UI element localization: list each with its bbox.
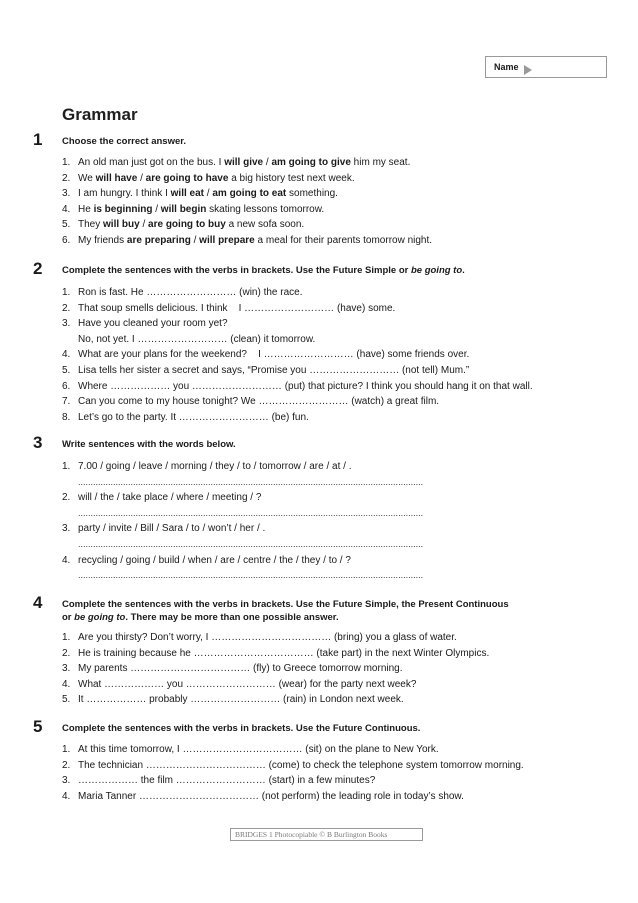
item-number: 2. — [62, 302, 71, 314]
item-number: 5. — [62, 364, 71, 376]
item-number: 5. — [62, 694, 71, 706]
item-text: recycling / going / build / when / are / centre / the / they / to / ? — [78, 554, 351, 566]
list-item — [62, 301, 582, 317]
section-instruction: Complete the sentences with the verbs in brackets. Use the Future Continuous. — [62, 723, 421, 734]
name-field[interactable] — [485, 56, 607, 78]
list-item — [62, 758, 582, 774]
answer-dots: .......................................................................................................................................... — [78, 476, 424, 487]
list-item — [62, 490, 582, 506]
list-item — [62, 630, 582, 646]
item-number: 7. — [62, 396, 71, 408]
list-item — [62, 171, 582, 187]
item-number — [62, 568, 78, 584]
list-item — [62, 742, 582, 758]
item-text: That soup smells delicious. I think I ……………………… (have) some. — [78, 302, 396, 314]
item-text: party / invite / Bill / Sara / to / won’t / her / . — [78, 523, 266, 535]
item-number: 6. — [62, 380, 71, 392]
exercise-list — [62, 459, 582, 584]
list-item — [62, 646, 582, 662]
list-item — [62, 285, 582, 301]
item-number — [62, 506, 78, 522]
item-number: 1. — [62, 157, 71, 168]
section-number: 5 — [33, 717, 43, 736]
item-number: 1. — [62, 632, 71, 643]
list-item — [62, 379, 582, 395]
exercise-list — [62, 285, 582, 425]
list-item — [62, 316, 582, 332]
list-item — [62, 347, 582, 363]
item-text: My friends are preparing / will prepare a meal for their parents tomorrow night. — [78, 234, 433, 246]
item-number: 2. — [62, 759, 71, 771]
list-item — [62, 410, 582, 426]
item-number: 4. — [62, 349, 71, 361]
section-number: 4 — [33, 593, 43, 612]
section-instruction: Write sentences with the words below. — [62, 439, 236, 450]
item-text: 7.00 / going / leave / morning / they / to / tomorrow / are / at / . — [78, 461, 352, 472]
item-number: 1. — [62, 461, 71, 472]
item-text: He is beginning / will begin skating lessons tomorrow. — [78, 203, 325, 215]
list-item — [62, 553, 582, 569]
item-number — [62, 332, 78, 348]
item-number: 2. — [62, 492, 71, 504]
answer-line[interactable] — [62, 568, 582, 584]
section-instruction: Complete the sentences with the verbs in brackets. Use the Future Simple or be going to. — [62, 265, 465, 276]
item-text: Are you thirsty? Don’t worry, I ……………………………… (bring) you a glass of water. — [78, 632, 457, 643]
item-text: They will buy / are going to buy a new sofa soon. — [78, 219, 305, 231]
item-text: An old man just got on the bus. I will give / am going to give him my seat. — [78, 157, 411, 168]
item-text: Let’s go to the party. It ……………………… (be) fun. — [78, 411, 309, 423]
arrow-right-icon — [524, 65, 532, 75]
item-number: 1. — [62, 287, 71, 298]
list-item — [62, 789, 582, 805]
list-item — [62, 202, 582, 218]
item-number: 2. — [62, 647, 71, 659]
list-item — [62, 459, 582, 475]
item-text: Can you come to my house tonight? We ……………………… (watch) a great film. — [78, 396, 440, 408]
section-number: 3 — [33, 433, 43, 452]
item-number: 4. — [62, 790, 71, 802]
item-number: 5. — [62, 219, 71, 231]
answer-line[interactable] — [62, 506, 582, 522]
item-number: 6. — [62, 234, 71, 246]
item-text: We will have / are going to have a big history test next week. — [78, 172, 355, 184]
list-item — [62, 661, 582, 677]
item-number: 3. — [62, 188, 71, 200]
item-text: Where ……………… you ……………………… (put) that picture? I think you should hang it on that wall. — [78, 380, 533, 392]
page-title: Grammar — [62, 105, 138, 124]
item-number — [62, 537, 78, 553]
list-item — [62, 155, 582, 171]
list-item — [62, 332, 582, 348]
list-item — [62, 363, 582, 379]
list-item — [62, 217, 582, 233]
item-number: 3. — [62, 523, 71, 535]
name-label: Name — [494, 62, 519, 72]
list-item — [62, 521, 582, 537]
item-number: 1. — [62, 744, 71, 755]
answer-dots: .......................................................................................................................................... — [78, 507, 424, 518]
item-text: ……………… the film ……………………… (start) in a few minutes? — [78, 775, 376, 787]
item-text: He is training because he ……………………………… (take part) in the next Winter Olympics. — [78, 647, 490, 659]
item-text: What ……………… you ……………………… (wear) for the party next week? — [78, 678, 417, 690]
answer-line[interactable] — [62, 475, 582, 491]
exercise-list — [62, 630, 582, 708]
list-item — [62, 186, 582, 202]
item-number: 3. — [62, 663, 71, 675]
item-number: 8. — [62, 411, 71, 423]
item-text: It ……………… probably ……………………… (rain) in London next week. — [78, 694, 404, 706]
item-number — [62, 475, 78, 491]
item-number: 4. — [62, 554, 71, 566]
item-text: At this time tomorrow, I ……………………………… (sit) on the plane to New York. — [78, 744, 439, 755]
item-text: Have you cleaned your room yet? — [78, 318, 228, 330]
list-item — [62, 394, 582, 410]
item-number: 2. — [62, 172, 71, 184]
exercise-list — [62, 742, 582, 804]
section-number: 2 — [33, 259, 43, 278]
exercise-list — [62, 155, 582, 249]
item-text: I am hungry. I think I will eat / am going to eat something. — [78, 188, 338, 200]
section-instruction: Choose the correct answer. — [62, 136, 187, 147]
item-number: 4. — [62, 203, 71, 215]
list-item — [62, 677, 582, 693]
item-text: Lisa tells her sister a secret and says, “Promise you ……………………… (not tell) Mum.” — [78, 364, 470, 376]
section-instruction: Complete the sentences with the verbs in brackets. Use the Future Simple, the Present Continuous or be going to. There may be more than one possible answer. — [62, 599, 509, 623]
item-text: Maria Tanner ……………………………… (not perform) the leading role in today’s show. — [78, 790, 464, 802]
item-number: 3. — [62, 775, 71, 787]
item-text: will / the / take place / where / meeting / ? — [78, 492, 262, 504]
list-item — [62, 773, 582, 789]
answer-dots: .......................................................................................................................................... — [78, 570, 424, 581]
item-text: The technician ……………………………… (come) to check the telephone system tomorrow morning. — [78, 759, 524, 771]
answer-dots: .......................................................................................................................................... — [78, 538, 424, 549]
list-item — [62, 233, 582, 249]
item-number: 3. — [62, 318, 71, 330]
item-number: 4. — [62, 678, 71, 690]
section-number: 1 — [33, 130, 43, 149]
item-text: Ron is fast. He ……………………… (win) the race. — [78, 287, 303, 298]
list-item — [62, 692, 582, 708]
answer-line[interactable] — [62, 537, 582, 553]
footer-credit: BRIDGES 1 Photocopiable © B Burlington Books — [230, 828, 423, 841]
item-text: What are your plans for the weekend? I ……………………… (have) some friends over. — [78, 349, 470, 361]
item-text: My parents ……………………………… (fly) to Greece tomorrow morning. — [78, 663, 403, 675]
item-text: No, not yet. I ……………………… (clean) it tomorrow. — [78, 333, 316, 345]
